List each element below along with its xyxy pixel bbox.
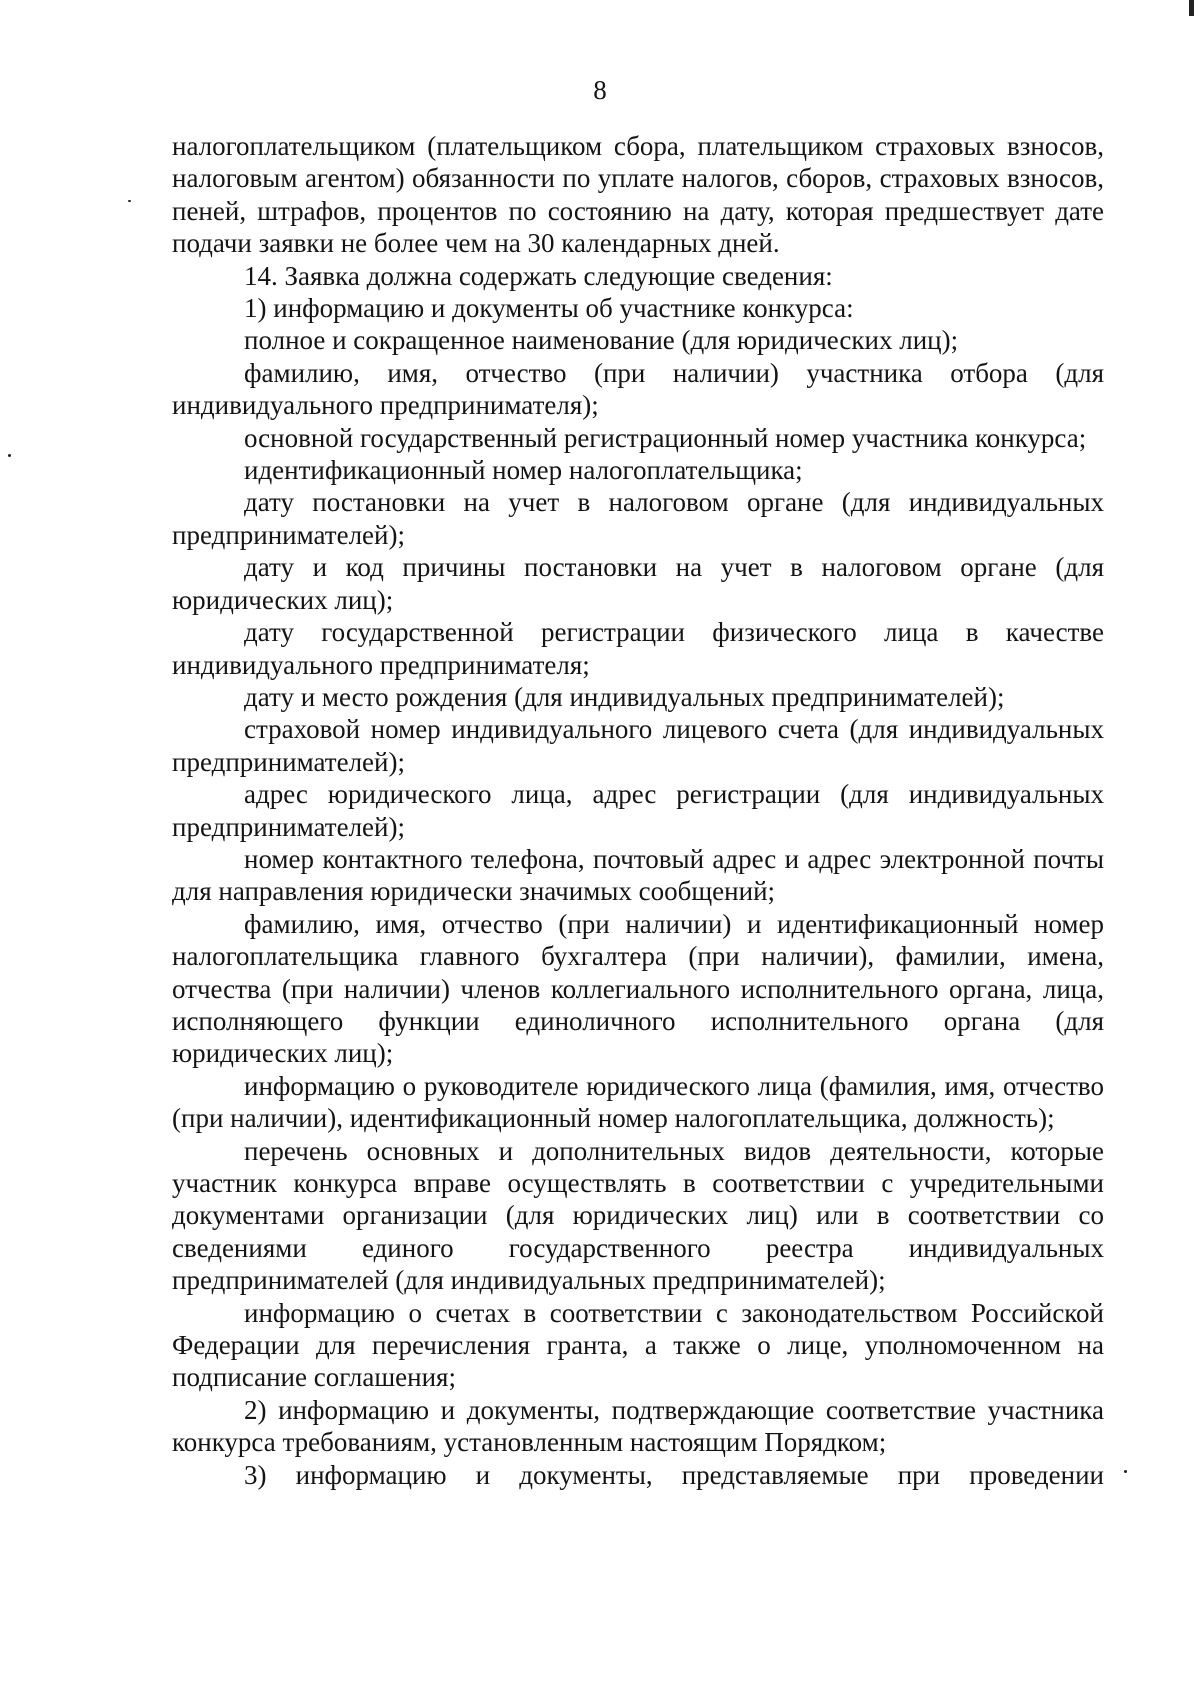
- paragraph: основной государственный регистрационный номер участника конкурса;: [244, 422, 1087, 453]
- paragraph: идентификационный номер налогоплательщика;: [244, 455, 803, 486]
- paragraph: дату государственной регистрации физического лица в качестве индивидуального предпринимателя;: [172, 617, 1104, 680]
- paragraph: дату и место рождения (для индивидуальных предпринимателей);: [244, 681, 1005, 712]
- paragraph: перечень основных и дополнительных видов деятельности, которые участник конкурса вправе осуществлять в соответствии с учредительными документами организации (для юридических лиц) или в соответствии со сведениями единого государственного реестра индивидуальных предпринимателей (для индивидуальных предпринимателей);: [172, 1135, 1104, 1296]
- paragraph: номер контактного телефона, почтовый адрес и адрес электронной почты для направления юридически значимых сообщений;: [172, 843, 1104, 907]
- paragraph: 2) информацию и документы, подтверждающие соответствие участника конкурса требованиям, установленным настоящим Порядком;: [172, 1394, 1104, 1458]
- paragraph: информацию о счетах в соответствии с законодательством Российской Федерации для перечисления гранта, а также о лице, уполномоченном на подписание соглашения;: [172, 1297, 1104, 1393]
- paragraph: дату и код причины постановки на учет в налоговом органе (для юридических лиц);: [172, 552, 1104, 615]
- paragraph: информацию о руководителе юридического лица (фамилия, имя, отчество (при наличии), идентификационный номер налогоплательщика, должность);: [172, 1070, 1104, 1134]
- paragraph: налогоплательщиком (плательщиком сбора, плательщиком страховых взносов, налоговым агентом) обязанности по уплате налогов, сборов, страховых взносов, пеней, штрафов, процентов по состоянию на дату, которая предшествует дате подачи заявки не более чем на 30 календарных дней.: [172, 131, 1104, 259]
- paragraph: полное и сокращенное наименование (для юридических лиц);: [244, 325, 959, 356]
- page-number: 8: [593, 75, 607, 105]
- paragraph: 14. Заявка должна содержать следующие сведения:: [244, 260, 833, 291]
- paragraph: фамилию, имя, отчество (при наличии) и идентификационный номер налогоплательщика главного бухгалтера (при наличии), фамилии, имена, отчества (при наличии) членов коллегиального исполнительного органа, лица, исполняющего функции единоличного исполнительного органа (для юридических лиц);: [172, 908, 1104, 1069]
- paragraph: 3) информацию и документы, представляемые при проведении: [244, 1459, 1104, 1490]
- paragraph: адрес юридического лица, адрес регистрации (для индивидуальных предпринимателей);: [172, 779, 1104, 842]
- scan-artifact: [1189, 0, 1194, 16]
- paragraph: 1) информацию и документы об участнике конкурса:: [244, 293, 854, 324]
- scan-artifact: [8, 454, 11, 457]
- scan-artifact: [128, 200, 131, 202]
- paragraph: фамилию, имя, отчество (при наличии) участника отбора (для индивидуального предпринимателя);: [172, 357, 1104, 421]
- paragraph: страховой номер индивидуального лицевого счета (для индивидуальных предпринимателей);: [172, 714, 1104, 777]
- paragraph: дату постановки на учет в налоговом органе (для индивидуальных предпринимателей);: [172, 487, 1104, 550]
- document-body: [172, 130, 1104, 1491]
- scan-artifact: [1124, 1470, 1127, 1473]
